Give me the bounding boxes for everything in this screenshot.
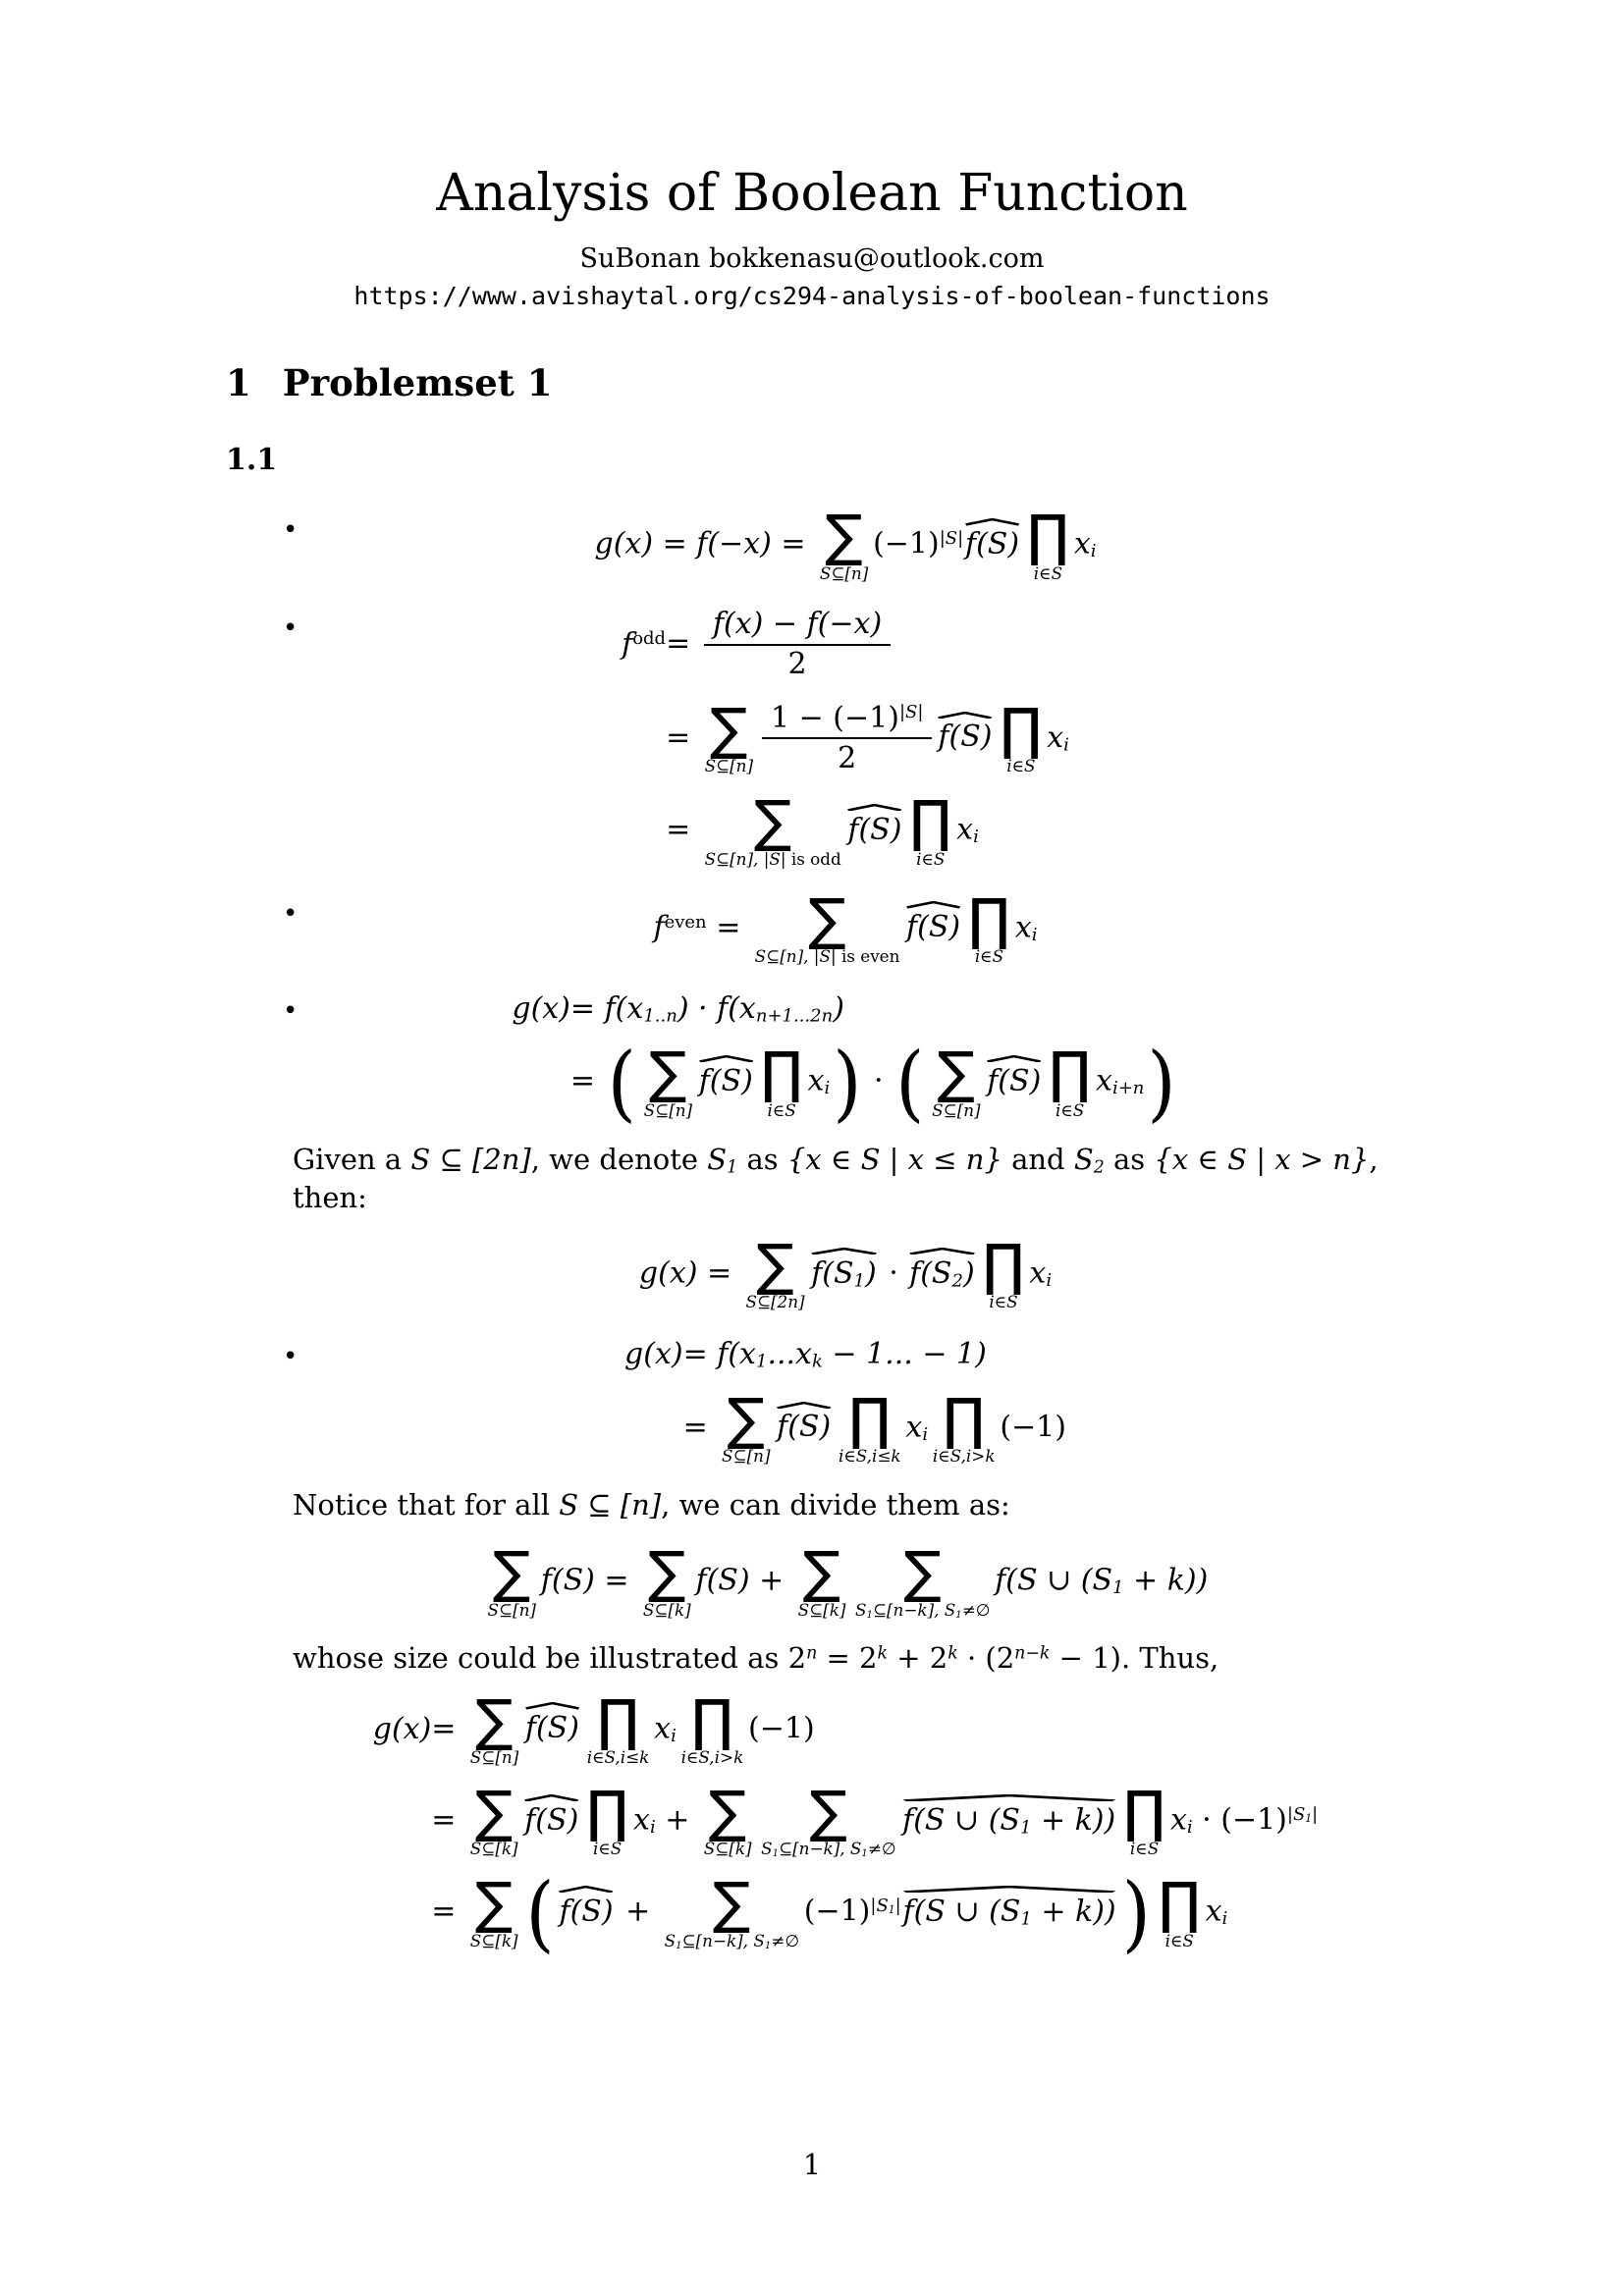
bullet-icon: • (283, 995, 298, 1026)
bullet-icon: • (283, 515, 298, 546)
list-item-1 (226, 504, 1398, 583)
author-line: SuBonan bokkenasu@outlook.com (579, 242, 1045, 274)
page-number: 1 (802, 2148, 822, 2181)
list-item-3 (226, 886, 1398, 967)
paragraph-notice: Notice that for all S ⊆ [n], we can divide them as: (293, 1488, 1010, 1522)
paragraph-size: whose size could be illustrated as $2^n = 2^k + 2^k \cdot (2^{n-k} - 1)$. Thus, (293, 1641, 1219, 1676)
bullet-icon: • (283, 898, 298, 929)
bullet-icon: • (283, 1342, 298, 1372)
page-title: Analysis of Boolean Function (436, 164, 1188, 223)
section-number: 1 (226, 360, 251, 404)
formula-f-even: $f^{even}$ = ∑ S⊆[n], |S| is even f(S) ∏ i∈S $x_i$ (653, 886, 1038, 967)
formula-sum-decomposition: ∑ S⊆[n] f(S) = ∑ S⊆[k] f(S) + ∑ S⊆[k] ∑ $S_1⊆[n-k]$, $S_1\ne\emptyset$ f(S ∪ $(S_1 + k)$) (487, 1540, 1209, 1621)
subsection-heading: 1.1 (226, 443, 278, 478)
formula-g-restriction: g(x) = $f(x_1...x_k - 1$... − 1) = ∑ S⊆[n] f(S) ∏ i∈S,i≤k $x_i$ ∏ i∈S,i>k (−1) (624, 1337, 1066, 1467)
formula-final-derivation: g(x) = ∑ S⊆[n] f(S) ∏ i∈S,i≤k $x_i$ ∏ i∈S,i>k (−1) = ∑ S⊆[k] f(S) ∏ i∈S $x_i$ + ∑ S⊆[k] ∑ $S_1⊆[n-k]$, $S_1\ne\emptyset$ f(S ∪ $(S_1 + k)$) ∏ i∈S $x_i \cdot (-1)^{|S_1|}$ = ∑ S⊆[k] ( f(S) + ∑ $S_1⊆[n-k]$, $S_1\ne\emptyset$ $(-1)^{|S_1|}$ f(S ∪ $(S_1 + k)$)) ∏ i∈S $x_i$ (372, 1687, 1319, 1962)
list-item-5 (226, 1336, 1398, 1962)
formula-g-of-negative-x: g(x) = f(−x) = ∑ S⊆[n] $(-1)^{|S|}$ f(S) ∏ i∈S $x_i$ (594, 504, 1097, 583)
formula-g-split-s1-s2: g(x) = ∑ S⊆[2n] $f(S_1)$ · $f(S_2)$ ∏ i∈S $x_i$ (638, 1232, 1053, 1312)
list-item-2 (226, 608, 1398, 868)
formula-f-odd: $f^{odd}$ = $\frac{f(x) - f(-x)}{2}$ = ∑ S⊆[n] $\frac{1 - (-1)^{|S|}}{2}$ f(S) ∏ i∈S $x_i$ = ∑ S⊆[n], |S| is odd f(S) ∏ i∈S $x_i$ (622, 606, 1069, 869)
formula-g-product: g(x) = $f(x_{1..n}) \cdot f(x_{n+1...2n})$ = ( ∑ S⊆[n] f(S) ∏ i∈S $x_i$) · ( ∑ S⊆[n] f(S) ∏ i∈S $x_{i+n}$) (512, 990, 1176, 1132)
paragraph-given-s: Given a S ⊆ [2n], we denote $S_1$ as {x ∈ S | x ≤ n} and $S_2$ as {x ∈ S | x > n}, then: (293, 1142, 1379, 1214)
section-title: Problemset 1 (282, 360, 553, 404)
course-url: https://www.avishaytal.org/cs294-analysis-of-boolean-functions (353, 281, 1271, 310)
problem-list (226, 504, 1398, 1962)
list-item-4 (226, 990, 1398, 1310)
bullet-icon: • (283, 613, 298, 643)
section-heading (226, 360, 1398, 404)
